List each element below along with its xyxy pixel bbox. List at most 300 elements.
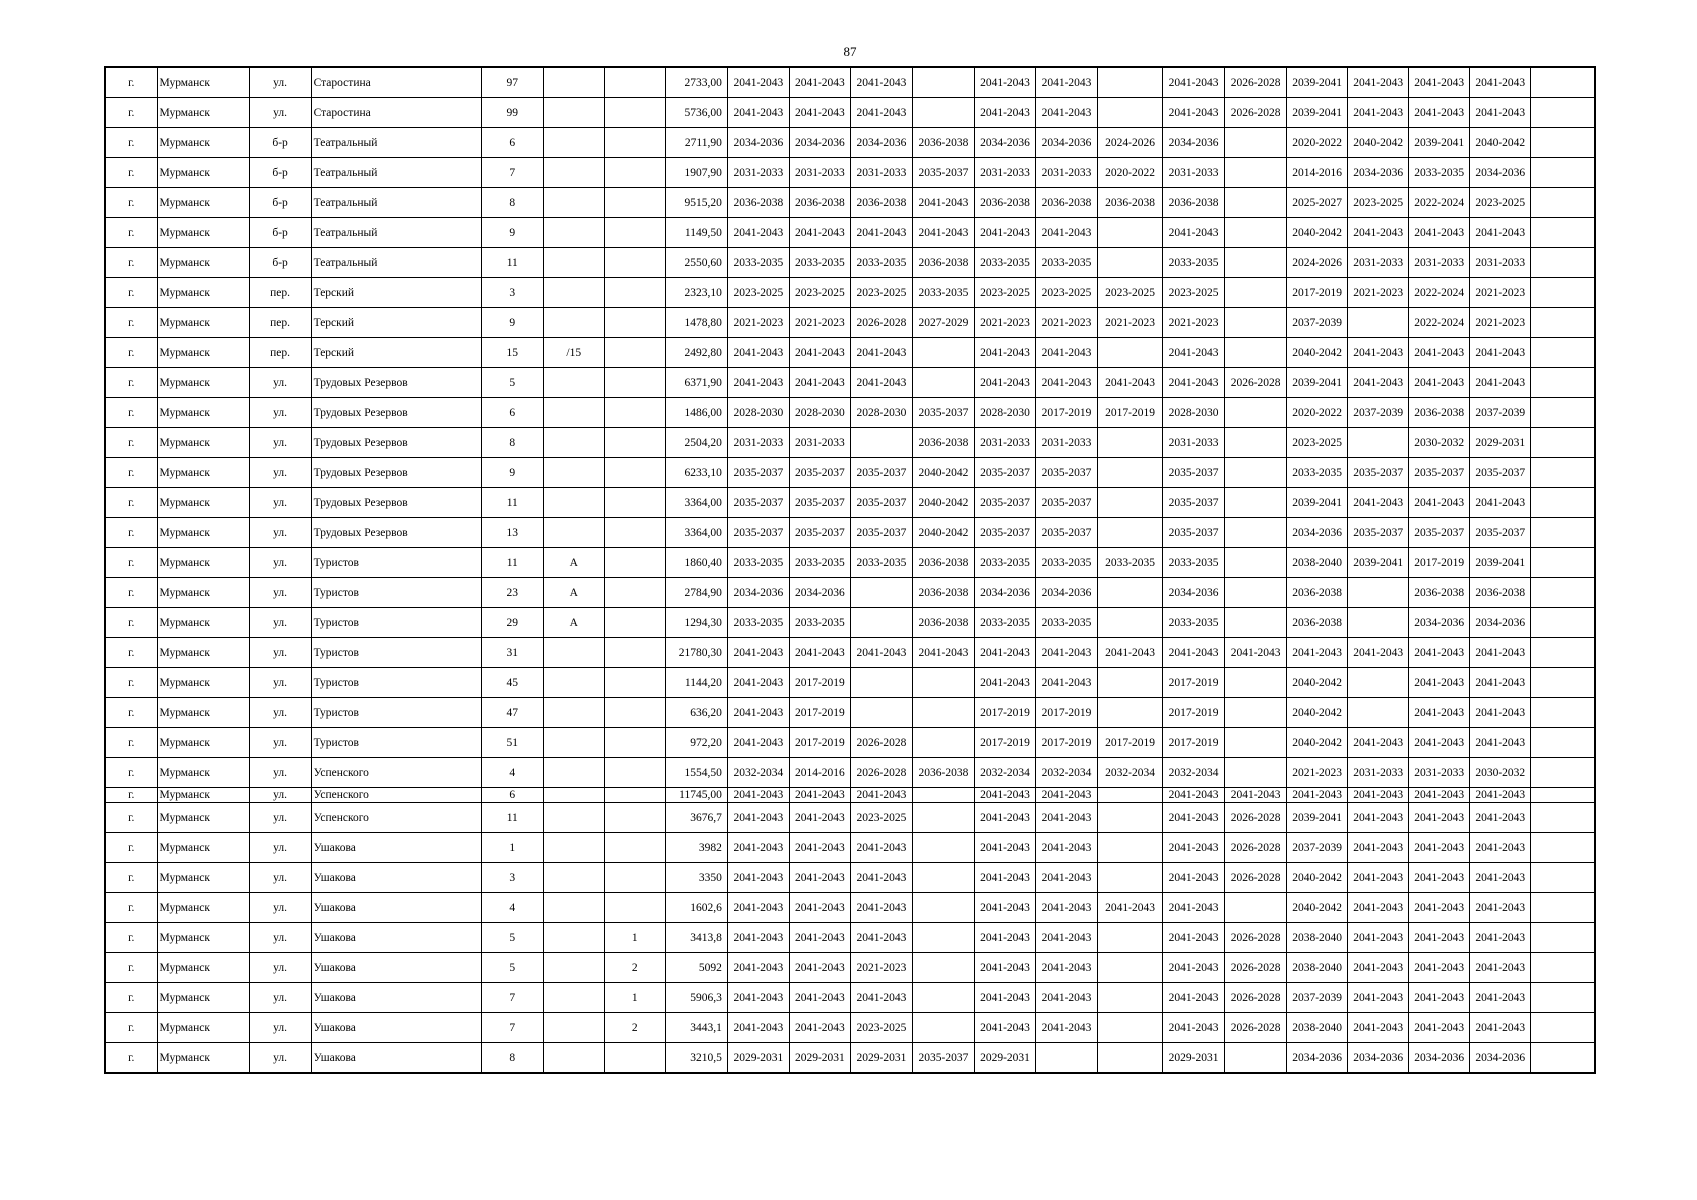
period-cell-9: 2041-2043 [1225, 638, 1287, 668]
period-cell-7 [1098, 608, 1163, 638]
period-cell-1: 2041-2043 [727, 338, 789, 368]
letter-cell [543, 863, 604, 893]
period-cell-5: 2034-2036 [974, 128, 1035, 158]
period-cell-6: 2041-2043 [1036, 923, 1098, 953]
period-cell-9: 2026-2028 [1225, 953, 1287, 983]
period-cell-8: 2034-2036 [1163, 128, 1225, 158]
street-name-cell: Трудовых Резервов [311, 398, 481, 428]
locality-type-cell: г. [105, 428, 157, 458]
city-cell: Мурманск [157, 983, 249, 1013]
letter-cell [543, 893, 604, 923]
period-cell-2: 2035-2037 [789, 518, 850, 548]
house-number-cell: 6 [481, 788, 543, 803]
period-cell-3: 2026-2028 [850, 758, 912, 788]
period-cell-8: 2041-2043 [1163, 833, 1225, 863]
period-cell-12: 2041-2043 [1409, 218, 1470, 248]
period-cell-9 [1225, 758, 1287, 788]
period-cell-6: 2023-2025 [1036, 278, 1098, 308]
period-cell-13: 2029-2031 [1470, 428, 1531, 458]
period-cell-13: 2041-2043 [1470, 728, 1531, 758]
period-cell-13: 2041-2043 [1470, 983, 1531, 1013]
period-cell-10: 2041-2043 [1287, 788, 1348, 803]
period-cell-10: 2038-2040 [1287, 1013, 1348, 1043]
locality-type-cell: г. [105, 248, 157, 278]
period-cell-8: 2041-2043 [1163, 863, 1225, 893]
period-cell-2: 2041-2043 [789, 863, 850, 893]
period-cell-5: 2041-2043 [974, 983, 1035, 1013]
house-number-cell: 5 [481, 953, 543, 983]
letter-cell [543, 923, 604, 953]
period-cell-8: 2033-2035 [1163, 248, 1225, 278]
street-type-cell: пер. [249, 338, 311, 368]
house-number-cell: 11 [481, 803, 543, 833]
letter-cell [543, 518, 604, 548]
building-cell [604, 728, 665, 758]
street-name-cell: Терский [311, 308, 481, 338]
area-cell: 2733,00 [665, 67, 727, 98]
house-number-cell: 6 [481, 398, 543, 428]
street-name-cell: Успенского [311, 803, 481, 833]
period-cell-1: 2041-2043 [727, 863, 789, 893]
period-cell-3: 2033-2035 [850, 548, 912, 578]
period-cell-2: 2029-2031 [789, 1043, 850, 1074]
empty-cell [1531, 983, 1595, 1013]
street-type-cell: ул. [249, 638, 311, 668]
period-cell-8: 2041-2043 [1163, 1013, 1225, 1043]
house-number-cell: 5 [481, 368, 543, 398]
street-name-cell: Трудовых Резервов [311, 488, 481, 518]
empty-cell [1531, 1043, 1595, 1074]
street-name-cell: Туристов [311, 728, 481, 758]
street-name-cell: Трудовых Резервов [311, 368, 481, 398]
period-cell-3: 2041-2043 [850, 863, 912, 893]
period-cell-8: 2041-2043 [1163, 953, 1225, 983]
building-cell [604, 833, 665, 863]
city-cell: Мурманск [157, 923, 249, 953]
street-type-cell: ул. [249, 67, 311, 98]
period-cell-3: 2041-2043 [850, 338, 912, 368]
period-cell-6: 2033-2035 [1036, 248, 1098, 278]
period-cell-5: 2023-2025 [974, 278, 1035, 308]
period-cell-10: 2039-2041 [1287, 67, 1348, 98]
period-cell-12: 2041-2043 [1409, 638, 1470, 668]
empty-cell [1531, 98, 1595, 128]
street-type-cell: б-р [249, 158, 311, 188]
city-cell: Мурманск [157, 67, 249, 98]
period-cell-3: 2041-2043 [850, 67, 912, 98]
period-cell-4: 2035-2037 [912, 1043, 974, 1074]
period-cell-10: 2040-2042 [1287, 893, 1348, 923]
period-cell-12: 2041-2043 [1409, 863, 1470, 893]
period-cell-7: 2036-2038 [1098, 188, 1163, 218]
table-row [105, 728, 1595, 758]
period-cell-13: 2021-2023 [1470, 278, 1531, 308]
street-name-cell: Трудовых Резервов [311, 428, 481, 458]
locality-type-cell: г. [105, 983, 157, 1013]
letter-cell [543, 1013, 604, 1043]
area-cell: 1144,20 [665, 668, 727, 698]
period-cell-1: 2029-2031 [727, 1043, 789, 1074]
street-name-cell: Туристов [311, 608, 481, 638]
period-cell-12: 2030-2032 [1409, 428, 1470, 458]
city-cell: Мурманск [157, 803, 249, 833]
period-cell-11: 2041-2043 [1348, 368, 1409, 398]
area-cell: 2492,80 [665, 338, 727, 368]
period-cell-6: 2035-2037 [1036, 458, 1098, 488]
period-cell-8: 2041-2043 [1163, 338, 1225, 368]
period-cell-1: 2041-2043 [727, 698, 789, 728]
period-cell-6: 2017-2019 [1036, 728, 1098, 758]
building-cell [604, 368, 665, 398]
area-cell: 1478,80 [665, 308, 727, 338]
period-cell-5: 2041-2043 [974, 1013, 1035, 1043]
period-cell-1: 2041-2043 [727, 893, 789, 923]
period-cell-3: 2023-2025 [850, 278, 912, 308]
street-name-cell: Туристов [311, 578, 481, 608]
building-cell [604, 758, 665, 788]
period-cell-3: 2041-2043 [850, 893, 912, 923]
city-cell: Мурманск [157, 638, 249, 668]
period-cell-3 [850, 608, 912, 638]
period-cell-6: 2033-2035 [1036, 608, 1098, 638]
period-cell-8: 2041-2043 [1163, 368, 1225, 398]
building-cell [604, 548, 665, 578]
period-cell-2: 2028-2030 [789, 398, 850, 428]
locality-type-cell: г. [105, 158, 157, 188]
period-cell-13: 2034-2036 [1470, 158, 1531, 188]
city-cell: Мурманск [157, 338, 249, 368]
street-name-cell: Театральный [311, 158, 481, 188]
empty-cell [1531, 278, 1595, 308]
period-cell-10: 2023-2025 [1287, 428, 1348, 458]
period-cell-5: 2041-2043 [974, 923, 1035, 953]
period-cell-10: 2037-2039 [1287, 983, 1348, 1013]
street-name-cell: Ушакова [311, 953, 481, 983]
period-cell-8: 2035-2037 [1163, 458, 1225, 488]
street-type-cell: ул. [249, 518, 311, 548]
period-cell-11: 2034-2036 [1348, 1043, 1409, 1074]
house-number-cell: 11 [481, 488, 543, 518]
period-cell-3: 2034-2036 [850, 128, 912, 158]
locality-type-cell: г. [105, 488, 157, 518]
period-cell-4 [912, 923, 974, 953]
period-cell-4: 2036-2038 [912, 578, 974, 608]
city-cell: Мурманск [157, 428, 249, 458]
table-body [105, 67, 1595, 1073]
period-cell-11: 2041-2043 [1348, 338, 1409, 368]
empty-cell [1531, 833, 1595, 863]
building-cell [604, 428, 665, 458]
empty-cell [1531, 308, 1595, 338]
house-number-cell: 3 [481, 863, 543, 893]
period-cell-2: 2041-2043 [789, 1013, 850, 1043]
letter-cell [543, 728, 604, 758]
period-cell-11 [1348, 428, 1409, 458]
period-cell-10: 2036-2038 [1287, 578, 1348, 608]
period-cell-2: 2041-2043 [789, 788, 850, 803]
period-cell-5: 2031-2033 [974, 428, 1035, 458]
building-cell [604, 218, 665, 248]
period-cell-4 [912, 698, 974, 728]
street-name-cell: Старостина [311, 98, 481, 128]
period-cell-1: 2036-2038 [727, 188, 789, 218]
period-cell-10: 2039-2041 [1287, 488, 1348, 518]
period-cell-4 [912, 983, 974, 1013]
area-cell: 6233,10 [665, 458, 727, 488]
period-cell-8: 2041-2043 [1163, 67, 1225, 98]
period-cell-9 [1225, 128, 1287, 158]
period-cell-13: 2041-2043 [1470, 863, 1531, 893]
period-cell-13: 2031-2033 [1470, 248, 1531, 278]
period-cell-9 [1225, 458, 1287, 488]
period-cell-11 [1348, 668, 1409, 698]
period-cell-10: 2037-2039 [1287, 833, 1348, 863]
period-cell-7 [1098, 488, 1163, 518]
period-cell-2: 2033-2035 [789, 608, 850, 638]
city-cell: Мурманск [157, 398, 249, 428]
period-cell-4: 2040-2042 [912, 458, 974, 488]
period-cell-12: 2035-2037 [1409, 518, 1470, 548]
period-cell-4 [912, 338, 974, 368]
period-cell-7 [1098, 668, 1163, 698]
period-cell-1: 2021-2023 [727, 308, 789, 338]
building-cell [604, 863, 665, 893]
period-cell-9 [1225, 398, 1287, 428]
period-cell-1: 2041-2043 [727, 803, 789, 833]
building-cell: 1 [604, 983, 665, 1013]
period-cell-12: 2041-2043 [1409, 98, 1470, 128]
city-cell: Мурманск [157, 218, 249, 248]
period-cell-9: 2026-2028 [1225, 67, 1287, 98]
period-cell-7: 2041-2043 [1098, 368, 1163, 398]
period-cell-2: 2033-2035 [789, 548, 850, 578]
city-cell: Мурманск [157, 788, 249, 803]
empty-cell [1531, 638, 1595, 668]
letter-cell [543, 188, 604, 218]
street-type-cell: ул. [249, 1013, 311, 1043]
street-type-cell: ул. [249, 578, 311, 608]
period-cell-3: 2041-2043 [850, 983, 912, 1013]
period-cell-4 [912, 953, 974, 983]
house-number-cell: 9 [481, 218, 543, 248]
period-cell-13: 2039-2041 [1470, 548, 1531, 578]
period-cell-10: 2041-2043 [1287, 638, 1348, 668]
period-cell-8: 2041-2043 [1163, 98, 1225, 128]
table-row [105, 67, 1595, 98]
house-number-cell: 13 [481, 518, 543, 548]
period-cell-9 [1225, 158, 1287, 188]
period-cell-6: 2034-2036 [1036, 578, 1098, 608]
period-cell-4: 2027-2029 [912, 308, 974, 338]
area-cell: 21780,30 [665, 638, 727, 668]
period-cell-9: 2026-2028 [1225, 863, 1287, 893]
city-cell: Мурманск [157, 548, 249, 578]
period-cell-10: 2038-2040 [1287, 548, 1348, 578]
period-cell-12: 2036-2038 [1409, 398, 1470, 428]
area-cell: 1486,00 [665, 398, 727, 428]
letter-cell [543, 758, 604, 788]
locality-type-cell: г. [105, 1013, 157, 1043]
house-number-cell: 1 [481, 833, 543, 863]
period-cell-10: 2040-2042 [1287, 668, 1348, 698]
area-cell: 636,20 [665, 698, 727, 728]
period-cell-9: 2026-2028 [1225, 98, 1287, 128]
building-cell [604, 188, 665, 218]
street-type-cell: ул. [249, 803, 311, 833]
table-row [105, 188, 1595, 218]
period-cell-5: 2017-2019 [974, 698, 1035, 728]
house-number-cell: 11 [481, 248, 543, 278]
period-cell-13: 2041-2043 [1470, 368, 1531, 398]
table-row [105, 488, 1595, 518]
period-cell-10: 2039-2041 [1287, 98, 1348, 128]
period-cell-7: 2020-2022 [1098, 158, 1163, 188]
period-cell-1: 2023-2025 [727, 278, 789, 308]
city-cell: Мурманск [157, 728, 249, 758]
street-type-cell: ул. [249, 398, 311, 428]
table-row [105, 953, 1595, 983]
period-cell-8: 2023-2025 [1163, 278, 1225, 308]
period-cell-10: 2039-2041 [1287, 368, 1348, 398]
period-cell-1: 2041-2043 [727, 98, 789, 128]
period-cell-4: 2036-2038 [912, 248, 974, 278]
period-cell-1: 2041-2043 [727, 67, 789, 98]
city-cell: Мурманск [157, 308, 249, 338]
street-type-cell: ул. [249, 488, 311, 518]
period-cell-4 [912, 98, 974, 128]
period-cell-3: 2035-2037 [850, 488, 912, 518]
city-cell: Мурманск [157, 833, 249, 863]
period-cell-13: 2041-2043 [1470, 638, 1531, 668]
period-cell-10: 2036-2038 [1287, 608, 1348, 638]
locality-type-cell: г. [105, 188, 157, 218]
period-cell-9 [1225, 578, 1287, 608]
period-cell-6: 2041-2043 [1036, 638, 1098, 668]
period-cell-5: 2035-2037 [974, 518, 1035, 548]
building-cell [604, 338, 665, 368]
area-cell: 1602,6 [665, 893, 727, 923]
period-cell-12: 2041-2043 [1409, 338, 1470, 368]
period-cell-2: 2017-2019 [789, 728, 850, 758]
house-number-cell: 4 [481, 893, 543, 923]
building-cell [604, 248, 665, 278]
letter-cell [543, 953, 604, 983]
house-number-cell: 7 [481, 158, 543, 188]
city-cell: Мурманск [157, 128, 249, 158]
period-cell-9 [1225, 518, 1287, 548]
period-cell-4: 2041-2043 [912, 638, 974, 668]
period-cell-6: 2041-2043 [1036, 803, 1098, 833]
period-cell-11: 2035-2037 [1348, 458, 1409, 488]
period-cell-9 [1225, 308, 1287, 338]
period-cell-6: 2035-2037 [1036, 488, 1098, 518]
period-cell-8: 2031-2033 [1163, 428, 1225, 458]
period-cell-7 [1098, 338, 1163, 368]
locality-type-cell: г. [105, 953, 157, 983]
empty-cell [1531, 218, 1595, 248]
period-cell-2: 2041-2043 [789, 218, 850, 248]
house-number-cell: 97 [481, 67, 543, 98]
period-cell-2: 2014-2016 [789, 758, 850, 788]
letter-cell [543, 428, 604, 458]
locality-type-cell: г. [105, 338, 157, 368]
period-cell-4: 2035-2037 [912, 158, 974, 188]
period-cell-5: 2021-2023 [974, 308, 1035, 338]
locality-type-cell: г. [105, 368, 157, 398]
period-cell-13: 2041-2043 [1470, 98, 1531, 128]
period-cell-7 [1098, 803, 1163, 833]
street-name-cell: Театральный [311, 248, 481, 278]
period-cell-3 [850, 428, 912, 458]
period-cell-6: 2041-2043 [1036, 368, 1098, 398]
street-name-cell: Ушакова [311, 863, 481, 893]
building-repair-schedule-table [104, 66, 1596, 1074]
period-cell-7 [1098, 698, 1163, 728]
city-cell: Мурманск [157, 698, 249, 728]
table-row [105, 578, 1595, 608]
period-cell-11: 2041-2043 [1348, 488, 1409, 518]
period-cell-13: 2034-2036 [1470, 1043, 1531, 1074]
period-cell-6: 2035-2037 [1036, 518, 1098, 548]
street-name-cell: Старостина [311, 67, 481, 98]
period-cell-8: 2041-2043 [1163, 893, 1225, 923]
letter-cell [543, 698, 604, 728]
period-cell-9: 2026-2028 [1225, 368, 1287, 398]
area-cell: 5092 [665, 953, 727, 983]
period-cell-5: 2033-2035 [974, 548, 1035, 578]
period-cell-5: 2041-2043 [974, 638, 1035, 668]
building-cell [604, 578, 665, 608]
period-cell-11: 2041-2043 [1348, 833, 1409, 863]
period-cell-13: 2041-2043 [1470, 833, 1531, 863]
city-cell: Мурманск [157, 158, 249, 188]
period-cell-12: 2041-2043 [1409, 803, 1470, 833]
empty-cell [1531, 893, 1595, 923]
period-cell-1: 2041-2043 [727, 953, 789, 983]
empty-cell [1531, 668, 1595, 698]
period-cell-3: 2041-2043 [850, 368, 912, 398]
period-cell-8: 2041-2043 [1163, 788, 1225, 803]
empty-cell [1531, 428, 1595, 458]
period-cell-4: 2036-2038 [912, 758, 974, 788]
period-cell-2: 2041-2043 [789, 983, 850, 1013]
period-cell-1: 2034-2036 [727, 128, 789, 158]
period-cell-10: 2040-2042 [1287, 698, 1348, 728]
city-cell: Мурманск [157, 248, 249, 278]
building-cell [604, 398, 665, 428]
period-cell-7 [1098, 983, 1163, 1013]
period-cell-6: 2017-2019 [1036, 698, 1098, 728]
period-cell-2: 2041-2043 [789, 67, 850, 98]
area-cell: 1294,30 [665, 608, 727, 638]
period-cell-4: 2040-2042 [912, 488, 974, 518]
period-cell-10: 2038-2040 [1287, 923, 1348, 953]
period-cell-6 [1036, 1043, 1098, 1074]
street-type-cell: ул. [249, 548, 311, 578]
period-cell-5: 2041-2043 [974, 98, 1035, 128]
period-cell-12: 2034-2036 [1409, 608, 1470, 638]
period-cell-11: 2041-2043 [1348, 983, 1409, 1013]
period-cell-9: 2026-2028 [1225, 923, 1287, 953]
city-cell: Мурманск [157, 863, 249, 893]
period-cell-10: 2020-2022 [1287, 398, 1348, 428]
period-cell-4: 2040-2042 [912, 518, 974, 548]
city-cell: Мурманск [157, 758, 249, 788]
locality-type-cell: г. [105, 758, 157, 788]
table-row [105, 893, 1595, 923]
table-row [105, 833, 1595, 863]
building-cell [604, 788, 665, 803]
